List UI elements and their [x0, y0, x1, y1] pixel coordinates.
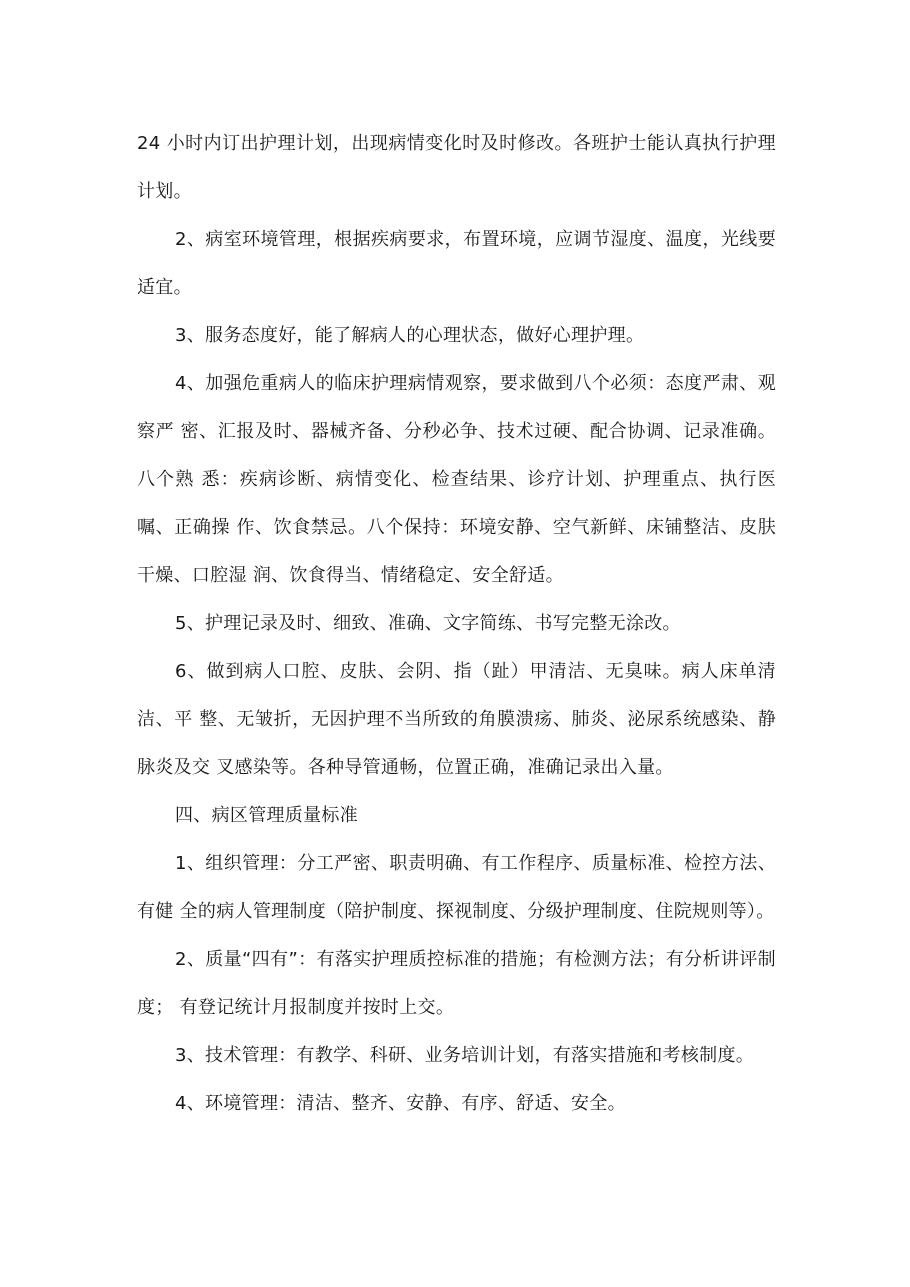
- section-heading-ward-management: 四、病区管理质量标准: [175, 805, 358, 826]
- paragraph-technical-management: 3、技术管理：有教学、科研、业务培训计划，有落实措施和考核制度。: [175, 1045, 755, 1066]
- paragraph-continuation: 24 小时内订出护理计划，出现病情变化时及时修改。各班护士能认真执行护理计划。: [137, 133, 776, 202]
- paragraph-quality-four-haves: 2、质量“四有”：有落实护理质控标准的措施；有检测方法；有分析讲评制度； 有登记统计月报制度并按时上交。: [137, 949, 776, 1018]
- paragraph-ward-environment: 2、病室环境管理，根据疾病要求，布置环境，应调节湿度、温度，光线要适宜。: [137, 229, 776, 298]
- paragraph-environment-management: 4、环境管理：清洁、整齐、安静、有序、舒适、安全。: [175, 1093, 626, 1114]
- paragraph-service-attitude: 3、服务态度好，能了解病人的心理状态，做好心理护理。: [175, 325, 645, 346]
- paragraph-nursing-records: 5、护理记录及时、细致、准确、文字简练、书写完整无涂改。: [175, 613, 681, 634]
- paragraph-patient-hygiene: 6、做到病人口腔、皮肤、会阴、指（趾）甲清洁、无臭味。病人床单清洁、平 整、无皱折，无因护理不当所致的角膜溃疡、肺炎、泌尿系统感染、静脉炎及交 叉感染等。各种导管通畅，位置正确，准确记录出入量。: [137, 661, 776, 778]
- paragraph-organization-management: 1、组织管理：分工严密、职责明确、有工作程序、质量标准、检控方法、有健 全的病人管理制度（陪护制度、探视制度、分级护理制度、住院规则等）。: [137, 853, 776, 922]
- paragraph-critical-care: 4、加强危重病人的临床护理病情观察，要求做到八个必须：态度严肃、观察严 密、汇报及时、器械齐备、分秒必争、技术过硬、配合协调、记录准确。八个熟 悉：疾病诊断、病情变化、检查结果、诊疗计划、护理重点、执行医嘱、正确操 作、饮食禁忌。八个保持：环境安静、空气新鲜、床铺整洁、皮肤干燥、口腔湿 润、饮食得当、情绪稳定、安全舒适。: [137, 373, 776, 586]
